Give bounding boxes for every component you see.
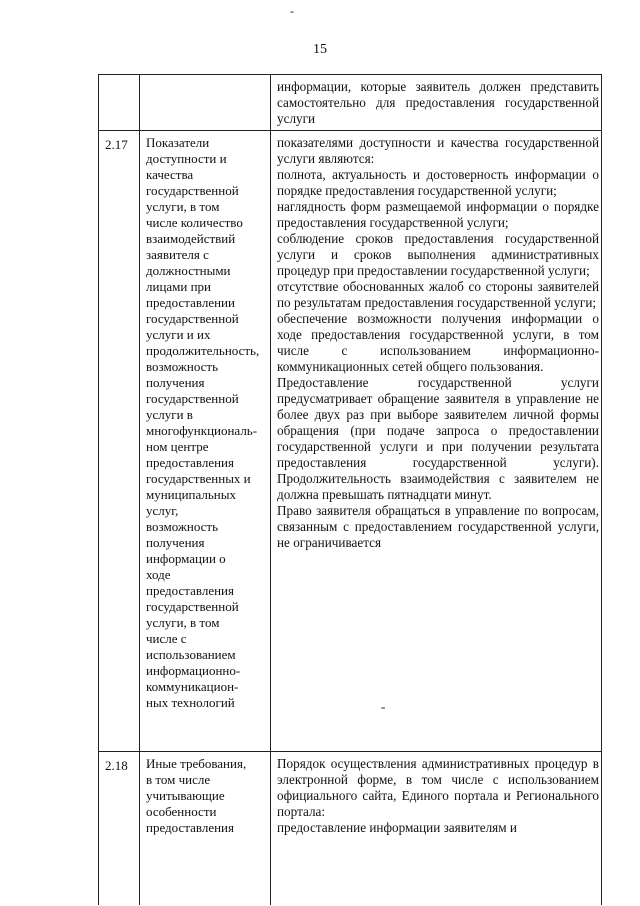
title-line: особенности <box>146 804 217 819</box>
title-line: услуги, в том <box>146 615 220 630</box>
content-paragraph: обеспечение возможности получения информации о ходе предоставления государственной услуги, в том числе с использованием информационно-коммуникационных сетей общего пользования. <box>277 311 599 374</box>
content-paragraph: Порядок осуществления административных процедур в электронной форме, в том числе с использованием официального сайта, Единого портала и Регионального портала: <box>277 756 599 819</box>
title-line: ных технологий <box>146 695 235 710</box>
content-paragraph: предоставление информации заявителям и <box>277 820 517 835</box>
title-line: доступности и <box>146 151 227 166</box>
row-top-text: информации, которые заявитель должен представить самостоятельно для предоставления государственной услуги <box>277 79 599 126</box>
title-line: ходе <box>146 567 171 582</box>
title-line: Показатели <box>146 135 210 150</box>
row-217-number: 2.17 <box>105 137 128 152</box>
title-line: Иные требования, <box>146 756 247 771</box>
title-line: продолжительность, <box>146 343 260 358</box>
row-218-content <box>271 752 603 906</box>
title-line: предоставления <box>146 820 234 835</box>
title-line: услуги в <box>146 407 193 422</box>
content-paragraph: отсутствие обоснованных жалоб со стороны заявителей по результатам предоставления государственной услуги; <box>277 279 599 310</box>
row-217-dash: - <box>381 699 386 714</box>
title-line: информационно- <box>146 663 241 678</box>
title-line: государственной <box>146 183 239 198</box>
row-217-content <box>271 131 603 751</box>
content-paragraph: показателями доступности и качества государственной услуги являются: <box>277 135 599 166</box>
title-line: государственной <box>146 599 239 614</box>
title-line: получения <box>146 375 205 390</box>
title-line: ном центре <box>146 439 209 454</box>
title-line: качества <box>146 167 194 182</box>
title-line: числе с <box>146 631 187 646</box>
title-line: в том числе <box>146 772 211 787</box>
title-line: муниципальных <box>146 487 237 502</box>
content-paragraph: Право заявителя обращаться в управление по вопросам, связанным с предоставлением государственной услуги, не ограничивается <box>277 503 599 550</box>
row-218-number: 2.18 <box>105 758 128 773</box>
page-number: 15 <box>313 42 327 57</box>
title-line: должностными <box>146 263 231 278</box>
title-line: услуг, <box>146 503 179 518</box>
title-line: заявителя с <box>146 247 209 262</box>
content-paragraph: соблюдение сроков предоставления государственной услуги и сроков выполнения административных процедур при предоставлении государственной услуги; <box>277 231 599 278</box>
title-line: государственных и <box>146 471 251 486</box>
top-mark: - <box>290 4 294 18</box>
title-line: информации о <box>146 551 226 566</box>
title-line: учитывающие <box>146 788 225 803</box>
title-line: предоставления <box>146 455 234 470</box>
title-line: услуги, в том <box>146 199 220 214</box>
title-line: числе количество <box>146 215 243 230</box>
title-line: получения <box>146 535 205 550</box>
row-217-title <box>140 131 270 751</box>
title-line: многофункциональ- <box>146 423 258 438</box>
title-line: коммуникацион- <box>146 679 239 694</box>
title-line: предоставления <box>146 583 234 598</box>
title-line: взаимодействий <box>146 231 236 246</box>
title-line: услуги и их <box>146 327 211 342</box>
title-line: возможность <box>146 359 219 374</box>
title-line: государственной <box>146 391 239 406</box>
title-line: предоставлении <box>146 295 235 310</box>
content-paragraph: наглядность форм размещаемой информации о порядке предоставления государственной услуги; <box>277 199 599 230</box>
row-top-content <box>271 75 603 130</box>
title-line: лицами при <box>146 279 212 294</box>
title-line: государственной <box>146 311 239 326</box>
title-line: возможность <box>146 519 219 534</box>
row-218-title <box>140 752 270 906</box>
content-paragraph: полнота, актуальность и достоверность информации о порядке предоставления государственной услуги; <box>277 167 599 198</box>
title-line: использованием <box>146 647 236 662</box>
content-paragraph: Предоставление государственной услуги предусматривает обращение заявителя в управление не более двух раз при выборе заявителем личной формы обращения (при подаче запроса о предоставлении государственной услуги и при получении результата предоставления государственной услуги). Продолжительность взаимодействия с заявителем не должна превышать пятнадцати минут. <box>277 375 599 502</box>
requirements-table <box>98 74 602 905</box>
